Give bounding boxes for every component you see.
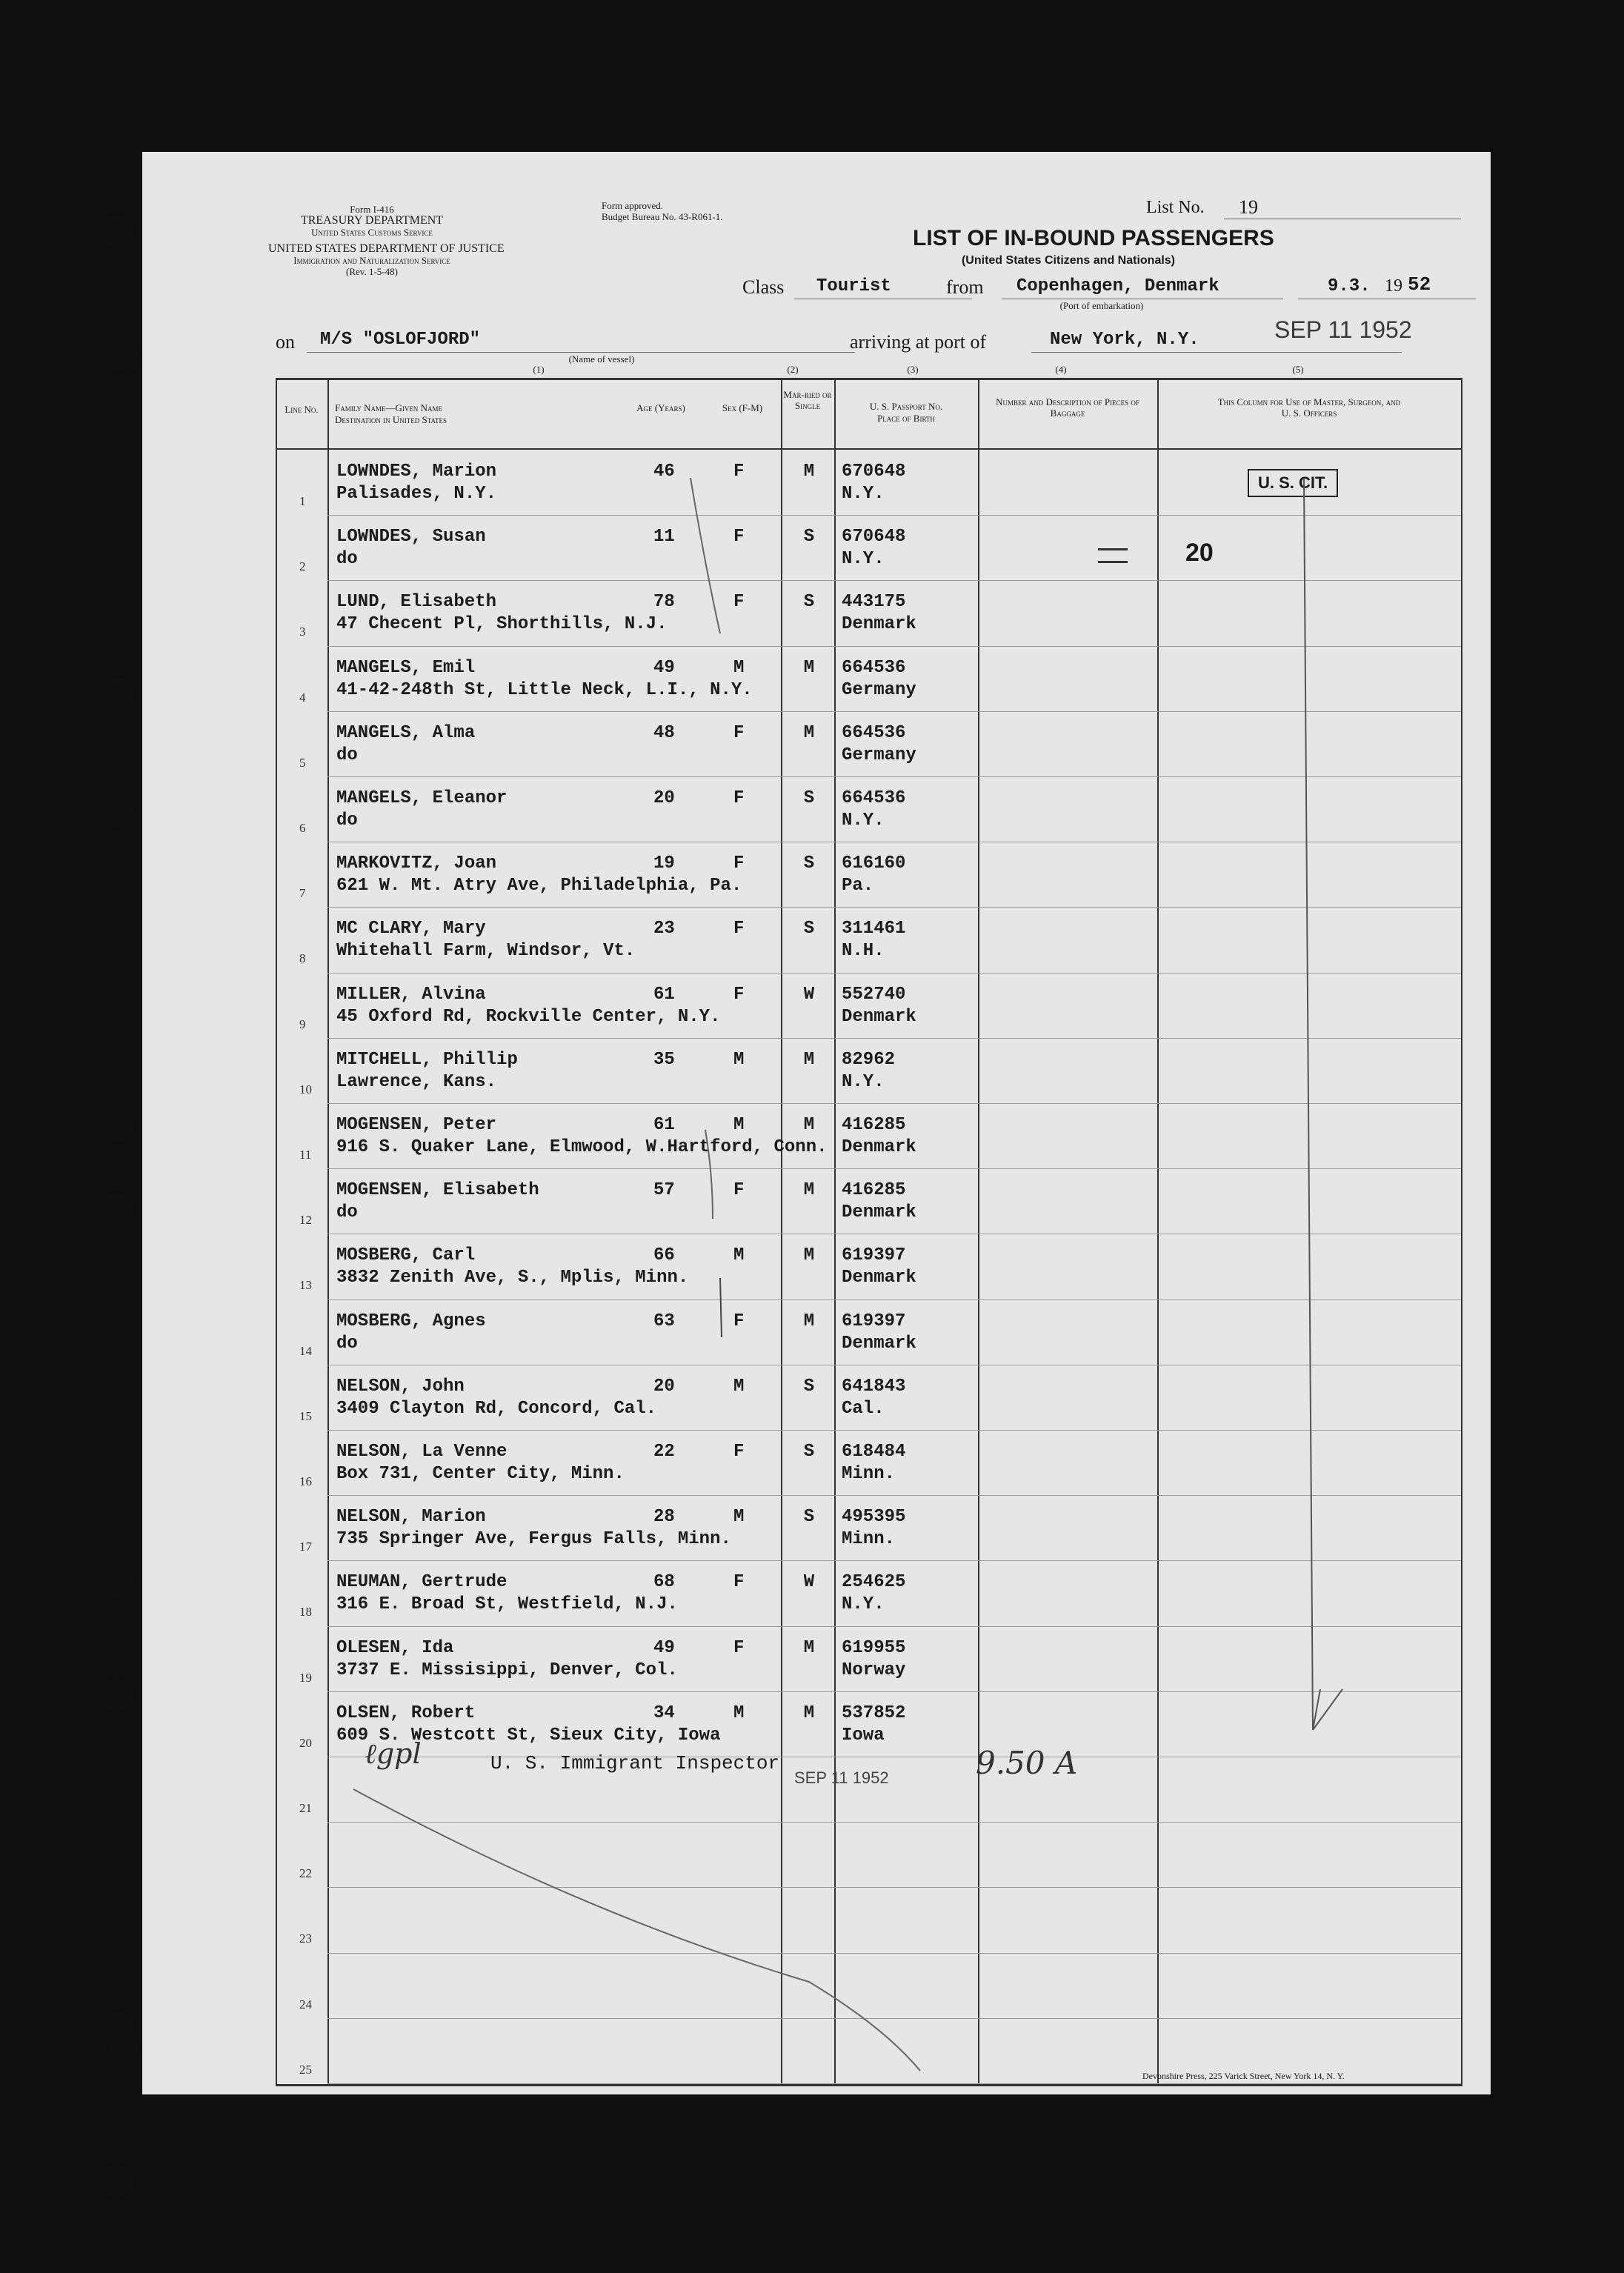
- line-number: 20: [299, 1735, 312, 1750]
- departure-date: 9.3.: [1328, 276, 1371, 296]
- form-approved: Form approved.: [602, 200, 664, 211]
- age: 20: [653, 1376, 675, 1397]
- place-of-birth: Germany: [842, 679, 916, 700]
- col-sex-header: Sex (F-M): [722, 402, 763, 413]
- line-number: 13: [299, 1278, 312, 1293]
- age: 57: [653, 1180, 675, 1201]
- punch-hole: [99, 678, 133, 712]
- destination: Box 731, Center City, Minn.: [336, 1464, 625, 1484]
- col-officers-header: This Column for Use of Master, Surgeon, and U. S. Officers: [1217, 396, 1401, 419]
- passport-number: 619955: [842, 1637, 906, 1658]
- passport-number: 416285: [842, 1180, 906, 1201]
- list-no-value: 19: [1239, 196, 1258, 218]
- vessel-label: (Name of vessel): [568, 353, 635, 365]
- class-value: Tourist: [816, 276, 891, 296]
- passenger-name: MITCHELL, Phillip: [336, 1049, 518, 1070]
- sex: F: [733, 853, 745, 874]
- age: 48: [653, 722, 675, 743]
- passport-number: 670648: [842, 527, 906, 548]
- age: 22: [653, 1442, 675, 1462]
- marital-status: M: [803, 1311, 815, 1331]
- from-value: Copenhagen, Denmark: [1016, 276, 1219, 296]
- passenger-name: NELSON, John: [336, 1376, 465, 1397]
- sex: F: [733, 527, 745, 548]
- destination: 916 S. Quaker Lane, Elmwood, W.Hartford, Conn.: [336, 1137, 828, 1157]
- line-number: 1: [299, 494, 306, 508]
- place-of-birth: Norway: [842, 1660, 906, 1680]
- marital-status: M: [803, 1637, 815, 1658]
- punch-hole: [99, 793, 133, 827]
- age: 61: [653, 1115, 675, 1135]
- place-of-birth: Denmark: [842, 1333, 916, 1354]
- ins-service: Immigration and Naturalization Service: [293, 255, 450, 266]
- passenger-name: OLESEN, Ida: [336, 1637, 454, 1658]
- marital-status: S: [803, 1376, 815, 1397]
- age: 61: [653, 984, 675, 1005]
- passport-number: 82962: [842, 1049, 896, 1070]
- inspector-signature: ℓgpl: [365, 1737, 422, 1770]
- line-number: 8: [299, 951, 306, 966]
- passenger-name: MANGELS, Alma: [336, 722, 476, 743]
- marital-status: M: [803, 1115, 815, 1135]
- place-of-birth: N.Y.: [842, 1071, 885, 1092]
- col-birth-header: Place of Birth: [877, 413, 935, 424]
- age: 35: [653, 1049, 675, 1070]
- arrival-date-stamp: SEP 11 1952: [1274, 316, 1412, 343]
- place-of-birth: Minn.: [842, 1529, 896, 1550]
- from-label: from: [946, 276, 984, 298]
- age: 68: [653, 1572, 675, 1593]
- passenger-name: OLSEN, Robert: [336, 1703, 476, 1723]
- year-value: 52: [1408, 273, 1431, 296]
- passenger-name: MARKOVITZ, Joan: [336, 853, 497, 874]
- passport-number: 664536: [842, 788, 906, 808]
- handwritten-marks: [142, 152, 1491, 2094]
- customs-service: United States Customs Service: [311, 227, 433, 238]
- age: 23: [653, 919, 675, 939]
- line-number: 6: [299, 821, 306, 835]
- passenger-name: MANGELS, Eleanor: [336, 788, 508, 808]
- passport-number: 619397: [842, 1311, 906, 1331]
- destination: 47 Checent Pl, Shorthills, N.J.: [336, 614, 668, 635]
- col-number: (2): [787, 364, 799, 375]
- passport-number: 670648: [842, 462, 906, 482]
- punch-hole: [99, 1108, 133, 1142]
- passport-number: 664536: [842, 657, 906, 678]
- line-number: 7: [299, 886, 306, 901]
- passport-number: 618484: [842, 1442, 906, 1462]
- sex: M: [733, 1376, 745, 1397]
- punch-hole: [110, 2034, 139, 2063]
- sex: F: [733, 1180, 745, 1201]
- revision: (Rev. 1-5-48): [346, 266, 398, 277]
- destination: 735 Springer Ave, Fergus Falls, Minn.: [336, 1529, 731, 1550]
- destination: do: [336, 745, 358, 765]
- sex: F: [733, 1637, 745, 1658]
- col-age-header: Age (Years): [636, 402, 685, 413]
- col-name-header: Family Name—Given Name: [335, 402, 442, 413]
- destination: do: [336, 549, 358, 570]
- col-married-header: Mar-ried or Single: [783, 389, 832, 411]
- line-number: 12: [299, 1213, 312, 1228]
- page-title: LIST OF IN-BOUND PASSENGERS: [913, 226, 1274, 250]
- passenger-name: NELSON, La Venne: [336, 1442, 508, 1462]
- sex: F: [733, 984, 745, 1005]
- marital-status: M: [803, 462, 815, 482]
- list-no-label: List No.: [1146, 198, 1205, 217]
- sex: M: [733, 657, 745, 678]
- place-of-birth: N.Y.: [842, 1594, 885, 1615]
- age: 49: [653, 657, 675, 678]
- passenger-name: LOWNDES, Marion: [336, 462, 497, 482]
- sex: M: [733, 1703, 745, 1723]
- marital-status: M: [803, 1049, 815, 1070]
- place-of-birth: Denmark: [842, 1006, 916, 1027]
- budget-bureau: Budget Bureau No. 43-R061-1.: [602, 211, 723, 222]
- inspector-line: U. S. Immigrant Inspector: [490, 1752, 780, 1774]
- passenger-name: MC CLARY, Mary: [336, 919, 486, 939]
- line-number: 25: [299, 2062, 312, 2077]
- age: 63: [653, 1311, 675, 1331]
- passport-number: 416285: [842, 1115, 906, 1135]
- passport-number: 495395: [842, 1507, 906, 1528]
- line-number: 17: [299, 1540, 312, 1554]
- passport-number: 641843: [842, 1376, 906, 1397]
- place-of-birth: Minn.: [842, 1464, 896, 1484]
- destination: Lawrence, Kans.: [336, 1071, 497, 1092]
- place-of-birth: Pa.: [842, 876, 874, 896]
- passport-number: 619397: [842, 1245, 906, 1266]
- form-number: Form I-416: [350, 204, 394, 215]
- manifest-page: [142, 152, 1491, 2094]
- punch-hole: [99, 1678, 133, 1712]
- age: 20: [653, 788, 675, 808]
- baggage-count: 20: [1185, 539, 1214, 567]
- destination: do: [336, 1333, 358, 1354]
- col-number: (4): [1055, 364, 1067, 375]
- line-number: 23: [299, 1931, 312, 1946]
- destination: 609 S. Westcott St, Sieux City, Iowa: [336, 1725, 721, 1745]
- line-number: 4: [299, 690, 306, 705]
- marital-status: W: [803, 1572, 815, 1593]
- marital-status: S: [803, 527, 815, 548]
- line-number: 15: [299, 1408, 312, 1423]
- sex: F: [733, 592, 745, 613]
- marital-status: S: [803, 1442, 815, 1462]
- sex: M: [733, 1245, 745, 1266]
- sex: F: [733, 462, 745, 482]
- sex: M: [733, 1115, 745, 1135]
- port-embark-label: (Port of embarkation): [1059, 300, 1144, 311]
- line-number: 16: [299, 1474, 312, 1488]
- passport-number: 311461: [842, 919, 906, 939]
- passport-number: 664536: [842, 722, 906, 743]
- treasury-dept: TREASURY DEPARTMENT: [300, 214, 444, 227]
- col-number: (3): [907, 364, 919, 375]
- marital-status: M: [803, 722, 815, 743]
- age: 66: [653, 1245, 675, 1266]
- line-number: 14: [299, 1343, 312, 1358]
- destination: do: [336, 1202, 358, 1223]
- marital-status: S: [803, 919, 815, 939]
- passenger-name: NEUMAN, Gertrude: [336, 1572, 508, 1593]
- marital-status: M: [803, 1703, 815, 1723]
- destination: 621 W. Mt. Atry Ave, Philadelphia, Pa.: [336, 876, 742, 896]
- destination: 3737 E. Missisippi, Denver, Col.: [336, 1660, 678, 1680]
- sex: M: [733, 1507, 745, 1528]
- age: 28: [653, 1507, 675, 1528]
- sex: M: [733, 1049, 745, 1070]
- col-baggage-header: Number and Description of Pieces of Baggage: [996, 396, 1139, 419]
- arriving-label: arriving at port of: [850, 331, 987, 353]
- vessel-name: M/S "OSLOFJORD": [320, 330, 481, 350]
- passport-number: 537852: [842, 1703, 906, 1723]
- sex: F: [733, 722, 745, 743]
- punch-hole: [111, 343, 141, 373]
- inspector-date-stamp: SEP 11 1952: [794, 1768, 889, 1787]
- line-number: 3: [299, 625, 306, 639]
- col-number: (5): [1292, 364, 1304, 375]
- on-label: on: [276, 331, 295, 353]
- marital-status: S: [803, 592, 815, 613]
- passenger-name: MANGELS, Emil: [336, 657, 476, 678]
- passenger-name: MOGENSEN, Elisabeth: [336, 1180, 539, 1201]
- passenger-name: LOWNDES, Susan: [336, 527, 486, 548]
- marital-status: S: [803, 1507, 815, 1528]
- sex: F: [733, 919, 745, 939]
- marital-status: M: [803, 1245, 815, 1266]
- sex: F: [733, 1572, 745, 1593]
- destination: Palisades, N.Y.: [336, 484, 497, 504]
- place-of-birth: N.Y.: [842, 549, 885, 570]
- sex: F: [733, 1311, 745, 1331]
- destination: 45 Oxford Rd, Rockville Center, N.Y.: [336, 1006, 721, 1027]
- punch-hole: [99, 2164, 133, 2198]
- passport-number: 254625: [842, 1572, 906, 1593]
- class-label: Class: [742, 276, 785, 298]
- us-citizen-stamp: U. S. CIT.: [1248, 469, 1338, 497]
- age: 49: [653, 1637, 675, 1658]
- line-number: 9: [299, 1016, 306, 1031]
- passenger-name: MILLER, Alvina: [336, 984, 486, 1005]
- passenger-name: NELSON, Marion: [336, 1507, 486, 1528]
- passenger-name: MOSBERG, Agnes: [336, 1311, 486, 1331]
- destination: 3409 Clayton Rd, Concord, Cal.: [336, 1398, 657, 1419]
- marital-status: S: [803, 853, 815, 874]
- age: 34: [653, 1703, 675, 1723]
- line-number: 10: [299, 1082, 312, 1096]
- punch-hole: [99, 1193, 133, 1227]
- place-of-birth: Cal.: [842, 1398, 885, 1419]
- destination: Whitehall Farm, Windsor, Vt.: [336, 941, 636, 962]
- place-of-birth: Germany: [842, 745, 916, 765]
- passport-number: 443175: [842, 592, 906, 613]
- age: 11: [653, 527, 675, 548]
- marital-status: W: [803, 984, 815, 1005]
- punch-hole: [99, 215, 133, 249]
- marital-status: M: [803, 1180, 815, 1201]
- place-of-birth: Denmark: [842, 1137, 916, 1157]
- line-number: 5: [299, 755, 306, 770]
- sex: F: [733, 788, 745, 808]
- line-number: 19: [299, 1670, 312, 1685]
- line-number: 21: [299, 1801, 312, 1815]
- place-of-birth: Denmark: [842, 1202, 916, 1223]
- passport-number: 616160: [842, 853, 906, 874]
- page-subtitle: (United States Citizens and Nationals): [961, 254, 1176, 267]
- age: 19: [653, 853, 675, 874]
- line-number: 18: [299, 1605, 312, 1620]
- age: 78: [653, 592, 675, 613]
- col-dest-header: Destination in United States: [335, 414, 447, 425]
- destination: 3832 Zenith Ave, S., Mplis, Minn.: [336, 1268, 689, 1288]
- destination: do: [336, 811, 358, 831]
- passenger-name: MOSBERG, Carl: [336, 1245, 476, 1266]
- place-of-birth: N.H.: [842, 941, 885, 962]
- line-number: 22: [299, 1866, 312, 1881]
- place-of-birth: N.Y.: [842, 811, 885, 831]
- passport-number: 552740: [842, 984, 906, 1005]
- line-number: 11: [299, 1148, 312, 1162]
- col-line-header: Line No.: [284, 404, 319, 415]
- marital-status: M: [803, 657, 815, 678]
- place-of-birth: Denmark: [842, 614, 916, 635]
- col-passport-header: U. S. Passport No.: [869, 401, 943, 412]
- marital-status: S: [803, 788, 815, 808]
- justice-dept: UNITED STATES DEPARTMENT OF JUSTICE: [268, 242, 505, 255]
- passenger-name: MOGENSEN, Peter: [336, 1115, 497, 1135]
- destination: 41-42-248th St, Little Neck, L.I., N.Y.: [336, 679, 753, 700]
- punch-hole: [99, 1563, 133, 1597]
- age: 46: [653, 462, 675, 482]
- printer-credit: Devonshire Press, 225 Varick Street, New York 14, N. Y.: [1142, 2071, 1345, 2081]
- year-prefix: 19: [1385, 276, 1402, 296]
- line-number: 24: [299, 1997, 312, 2011]
- place-of-birth: Denmark: [842, 1268, 916, 1288]
- sex: F: [733, 1442, 745, 1462]
- destination: 316 E. Broad St, Westfield, N.J.: [336, 1594, 678, 1615]
- col-number: (1): [533, 364, 545, 375]
- inspector-time: 9.50 A: [976, 1745, 1078, 1781]
- line-number: 2: [299, 559, 306, 574]
- place-of-birth: N.Y.: [842, 484, 885, 504]
- arrival-port: New York, N.Y.: [1050, 330, 1199, 350]
- place-of-birth: Iowa: [842, 1725, 885, 1745]
- passenger-name: LUND, Elisabeth: [336, 592, 497, 613]
